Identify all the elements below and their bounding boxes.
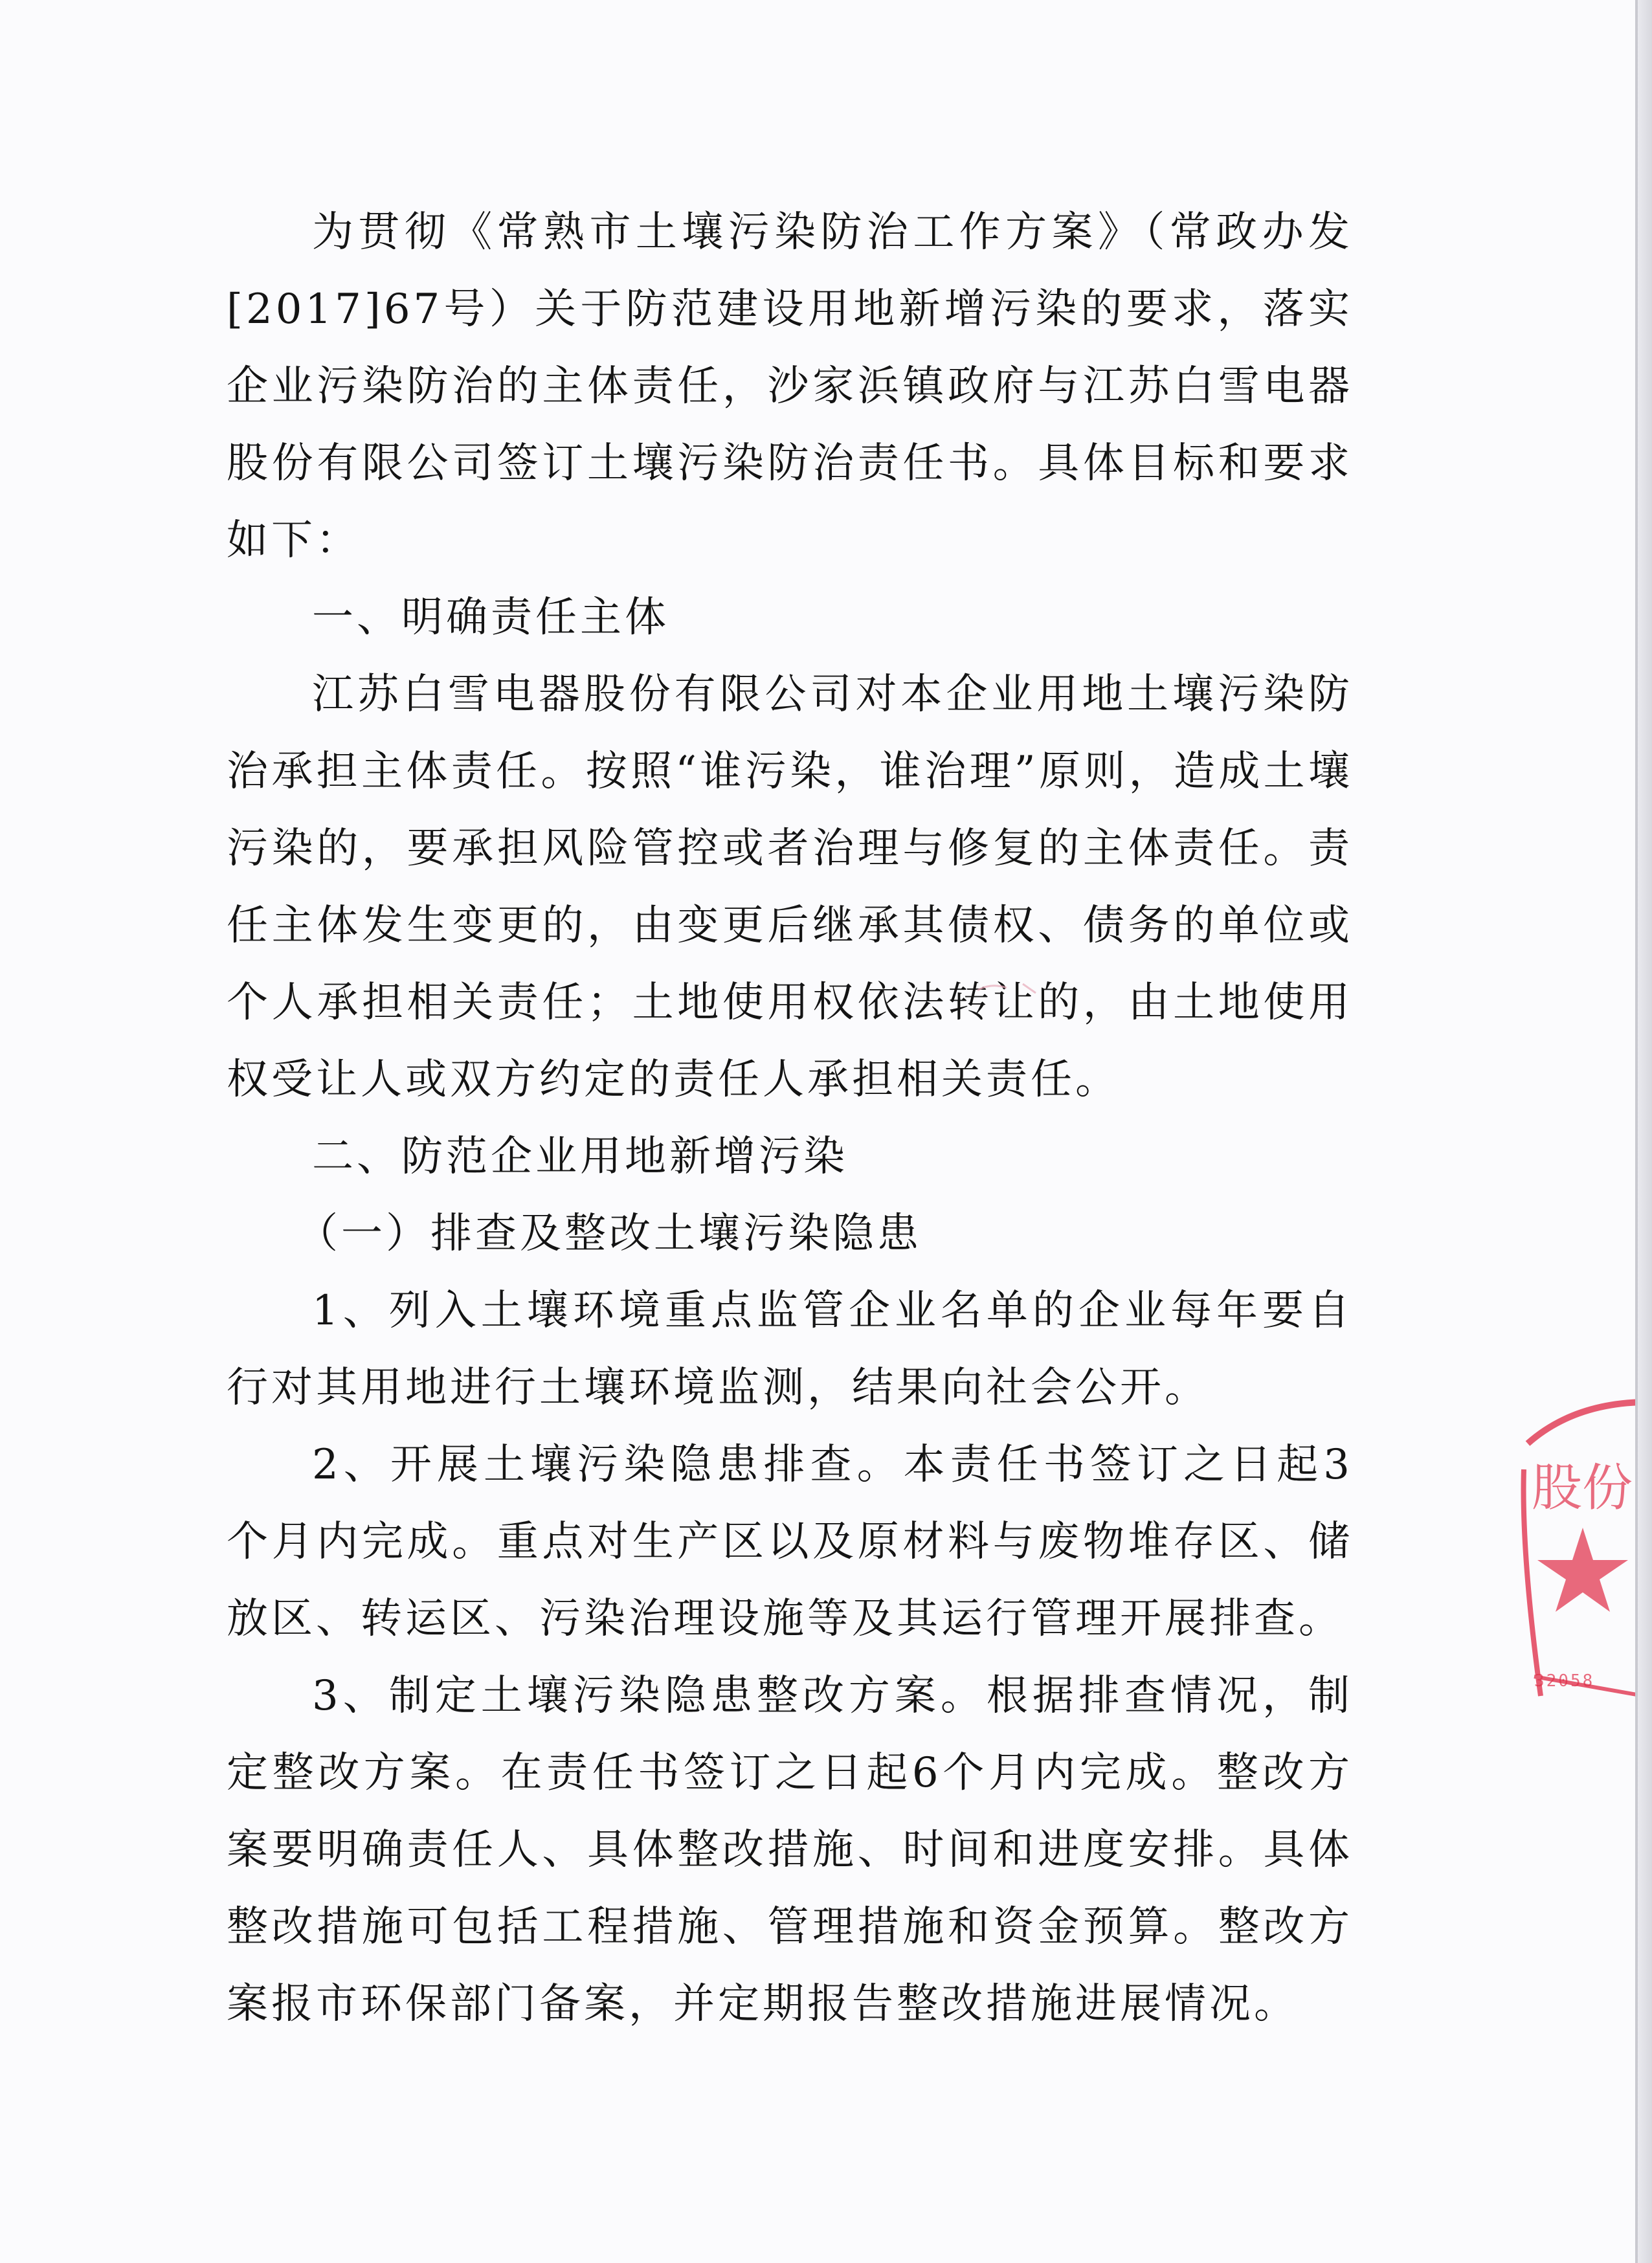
stray-ink-mark bbox=[971, 977, 1049, 997]
scan-edge bbox=[1638, 0, 1652, 2263]
item-paragraph-3: 3、制定土壤污染隐患整改方案。根据排查情况，制定整改方案。在责任书签订之日起6个月内完成。整改方案要明确责任人、具体整改措施、时间和进度安排。具体整改措施可包括工程措施、管理措施和资金预算。整改方案报市环保部门备案，并定期报告整改措施进展情况。 bbox=[227, 1672, 1353, 2028]
seal-code-fragment: 32058 bbox=[1534, 1671, 1595, 1691]
company-seal bbox=[1515, 1392, 1644, 1702]
responsibility-paragraph: 江苏白雪电器股份有限公司对本企业用地土壤污染防治承担主体责任。按照“谁污染，谁治理”原则，造成土壤污染的，要承担风险管控或者治理与修复的主体责任。责任主体发生变更的，由变更后继承其债权、债务的单位或个人承担相关责任；土地使用权依法转让的，由土地使用权受让人或双方约定的责任人承担相关责任。 bbox=[227, 671, 1353, 1104]
section-heading-2: 二、防范企业用地新增污染 bbox=[312, 1133, 848, 1181]
seal-star-icon bbox=[1537, 1528, 1628, 1612]
intro-paragraph: 为贯彻《常熟市土壤污染防治工作方案》（常政办发[2017]67号）关于防范建设用地新增污染的要求，落实企业污染防治的主体责任，沙家浜镇政府与江苏白雪电器股份有限公司签订土壤污染防治责任书。具体目标和要求如下： bbox=[227, 208, 1353, 564]
document-body bbox=[227, 194, 1353, 2043]
section-heading-1: 一、明确责任主体 bbox=[312, 594, 669, 641]
item-paragraph-1: 1、列入土壤环境重点监管企业名单的企业每年要自行对其用地进行土壤环境监测，结果向社会公开。 bbox=[227, 1287, 1353, 1412]
subsection-heading-1: （一）排查及整改土壤污染隐患 bbox=[296, 1210, 922, 1258]
item-paragraph-2: 2、开展土壤污染隐患排查。本责任书签订之日起3个月内完成。重点对生产区以及原材料与废物堆存区、储放区、转运区、污染治理设施等及其运行管理开展排查。 bbox=[227, 1441, 1353, 1643]
seal-text-fragment: 股份 bbox=[1532, 1459, 1633, 1517]
